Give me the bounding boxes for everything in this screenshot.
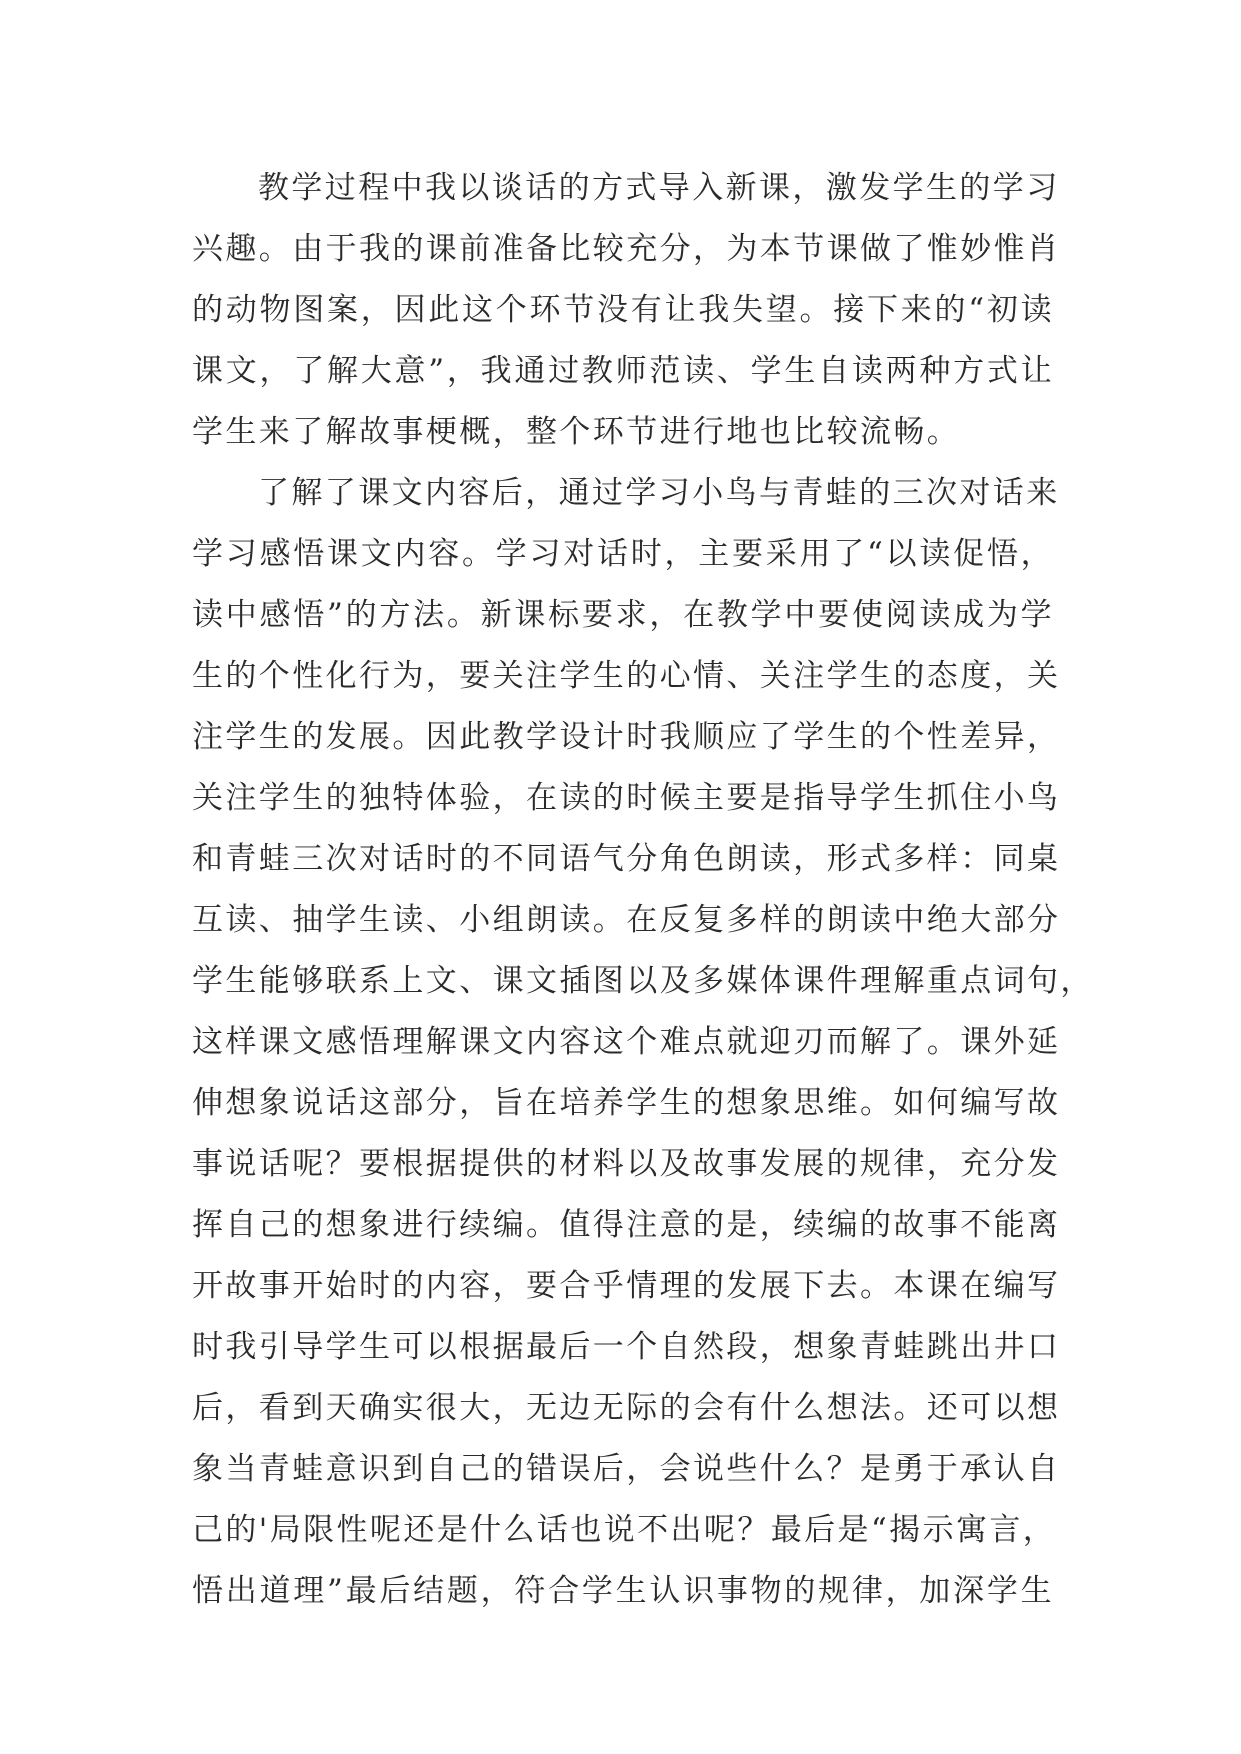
text-line: 关注学生的独特体验，在读的时候主要是指导学生抓住小鸟 [192,780,1061,816]
text-line: 伸想象说话这部分，旨在培养学生的想象思维。如何编写故 [192,1085,1061,1121]
text-line: 学生来了解故事梗概，整个环节进行地也比较流畅。 [192,414,961,450]
text-line: 后，看到天确实很大，无边无际的会有什么想法。还可以想 [192,1390,1061,1426]
text-line: 的动物图案，因此这个环节没有让我失望。接下来的“初读 [192,292,1054,328]
text-line: 象当青蛙意识到自己的错误后，会说些什么？是勇于承认自 [192,1451,1061,1487]
text-line: 读中感悟”的方法。新课标要求，在教学中要使阅读成为学 [192,597,1054,633]
text-line: 互读、抽学生读、小组朗读。在反复多样的朗读中绝大部分 [192,902,1061,938]
text-line: 这样课文感悟理解课文内容这个难点就迎刃而解了。课外延 [192,1024,1061,1060]
body-text [192,158,1094,1622]
text-line: 学习感悟课文内容。学习对话时，主要采用了“以读促悟， [192,536,1054,572]
text-line: 悟出道理”最后结题，符合学生认识事物的规律，加深学生 [192,1573,1054,1609]
text-line: 事说话呢？要根据提供的材料以及故事发展的规律，充分发 [192,1146,1061,1182]
text-line: 课文，了解大意”，我通过教师范读、学生自读两种方式让 [192,353,1054,389]
text-line: 了解了课文内容后，通过学习小鸟与青蛙的三次对话来 [258,475,1060,511]
text-line: 生的个性化行为，要关注学生的心情、关注学生的态度，关 [192,658,1061,694]
paragraph-2 [192,463,1094,1622]
text-line: 开故事开始时的内容，要合乎情理的发展下去。本课在编写 [192,1268,1061,1304]
text-line: 和青蛙三次对话时的不同语气分角色朗读，形式多样：同桌 [192,841,1061,877]
text-line: 挥自己的想象进行续编。值得注意的是，续编的故事不能离 [192,1207,1061,1243]
paragraph-1 [192,158,1061,463]
text-line: 教学过程中我以谈话的方式导入新课，激发学生的学习 [258,170,1060,206]
text-line: 己的'局限性呢还是什么话也说不出呢？最后是“揭示寓言， [192,1512,1057,1548]
text-line: 注学生的发展。因此教学设计时我顺应了学生的个性差异， [192,719,1061,755]
text-line: 兴趣。由于我的课前准备比较充分，为本节课做了惟妙惟肖 [192,231,1061,267]
text-line: 学生能够联系上文、课文插图以及多媒体课件理解重点词句， [192,963,1094,999]
text-line: 时我引导学生可以根据最后一个自然段，想象青蛙跳出井口 [192,1329,1061,1365]
